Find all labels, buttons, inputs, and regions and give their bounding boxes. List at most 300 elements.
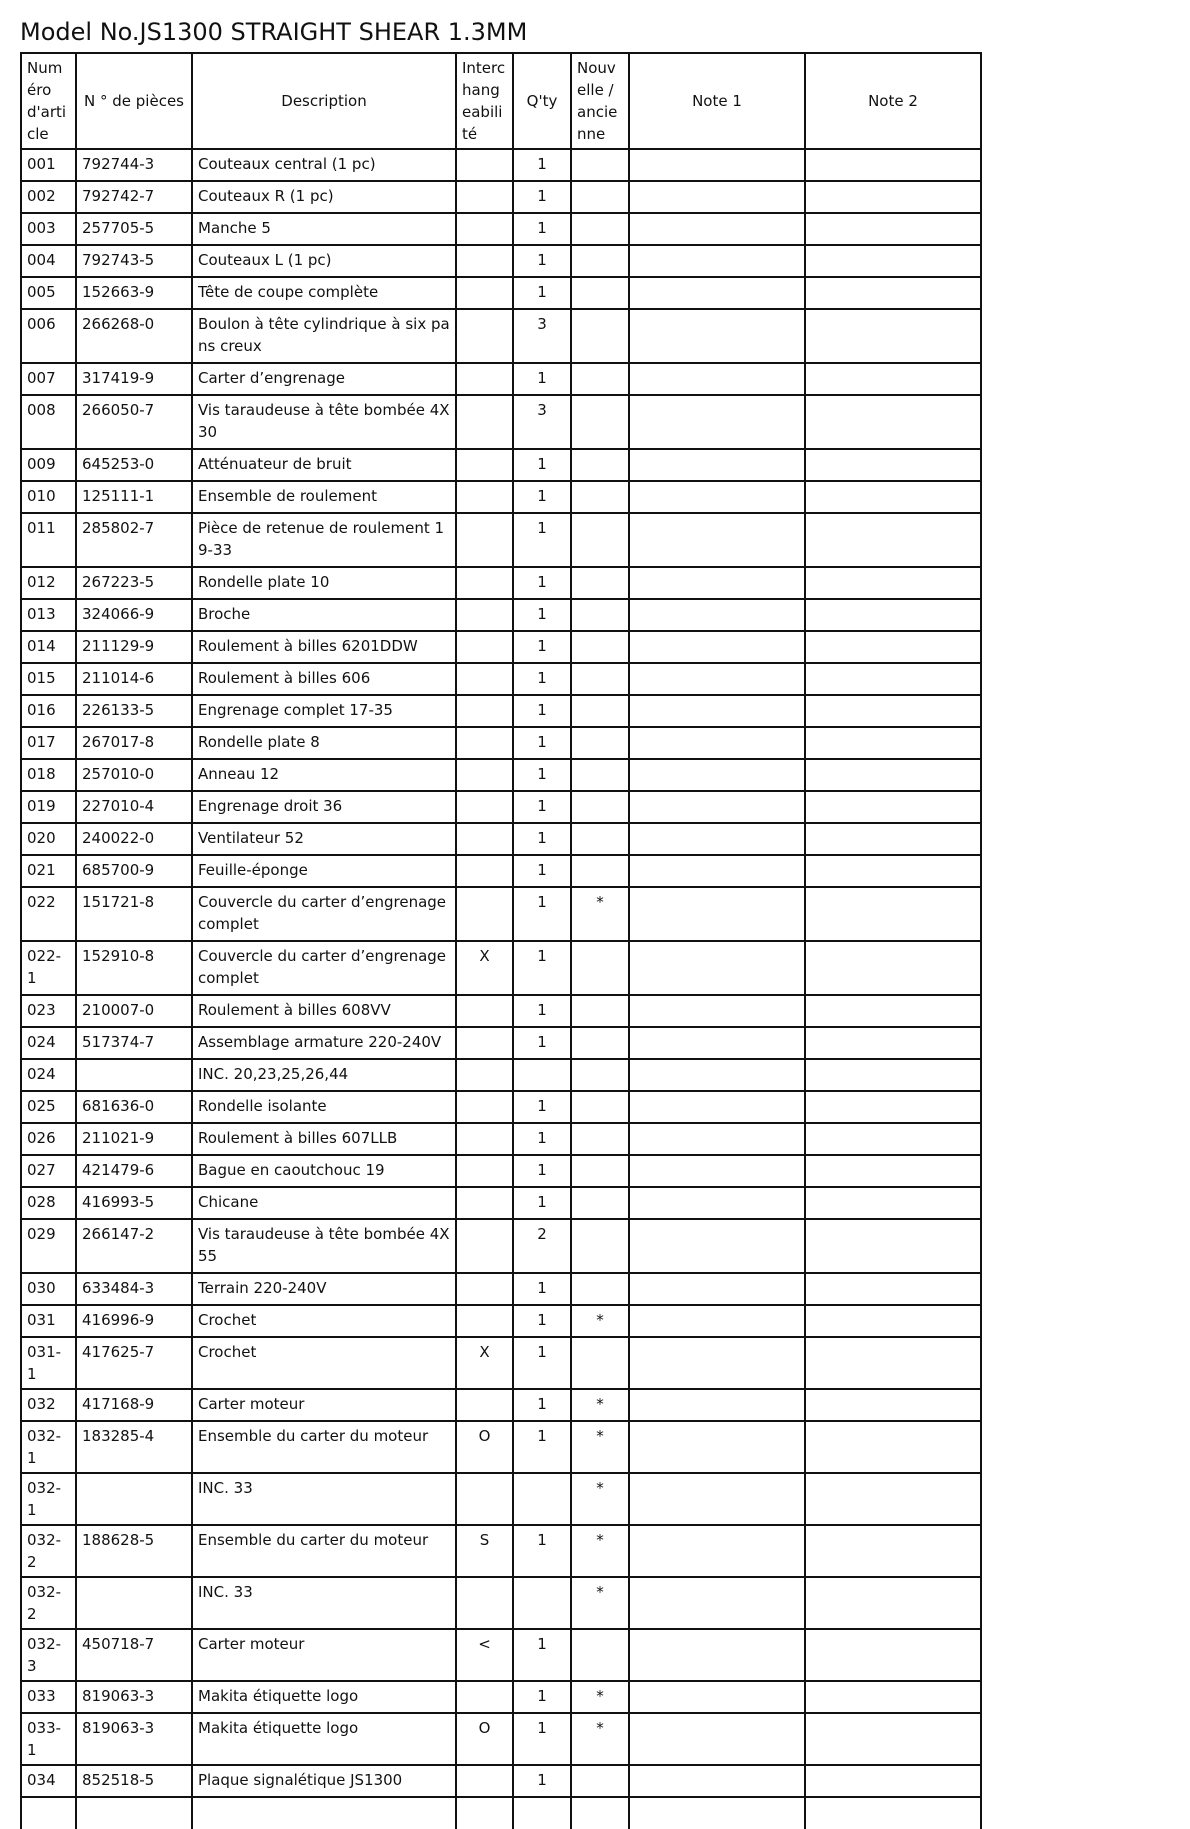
cell-part-number: 257705-5 <box>76 213 192 245</box>
cell-note-2 <box>805 727 981 759</box>
cell-new-old: * <box>571 1389 629 1421</box>
cell-note-1 <box>629 1681 805 1713</box>
cell-quantity: 1 <box>513 1713 571 1765</box>
cell-note-2 <box>805 631 981 663</box>
cell-note-1 <box>629 181 805 213</box>
cell-note-2 <box>805 1155 981 1187</box>
cell-item-number: 023 <box>21 995 76 1027</box>
table-row <box>21 1123 981 1155</box>
cell-new-old <box>571 1091 629 1123</box>
cell-new-old <box>571 663 629 695</box>
cell-part-number: 416993-5 <box>76 1187 192 1219</box>
cell-note-1 <box>629 1305 805 1337</box>
cell-quantity: 1 <box>513 1123 571 1155</box>
cell-new-old <box>571 1027 629 1059</box>
cell-interchangeability <box>456 855 513 887</box>
cell-part-number: 792742-7 <box>76 181 192 213</box>
cell-note-2 <box>805 759 981 791</box>
table-row <box>21 1765 981 1797</box>
cell-quantity <box>513 1577 571 1629</box>
cell-interchangeability <box>456 631 513 663</box>
cell-item-number: 030 <box>21 1273 76 1305</box>
table-header-row <box>21 53 981 149</box>
cell-note-1 <box>629 1219 805 1273</box>
cell-quantity: 1 <box>513 1765 571 1797</box>
cell-interchangeability <box>456 449 513 481</box>
cell-note-2 <box>805 1473 981 1525</box>
header-note-1: Note 1 <box>629 53 805 149</box>
table-row <box>21 149 981 181</box>
cell-part-number: 211129-9 <box>76 631 192 663</box>
cell-part-number: 152910-8 <box>76 941 192 995</box>
cell-interchangeability: O <box>456 1713 513 1765</box>
table-row <box>21 1473 981 1525</box>
cell-quantity: 1 <box>513 277 571 309</box>
cell-description: Couvercle du carter d’engrenage complet <box>192 941 456 995</box>
cell-description: INC. 33 <box>192 1473 456 1525</box>
cell-note-1 <box>629 823 805 855</box>
document-title: Model No.JS1300 STRAIGHT SHEAR 1.3MM <box>20 18 528 46</box>
cell-item-number: 031 <box>21 1305 76 1337</box>
cell-note-1 <box>629 855 805 887</box>
cell-new-old <box>571 513 629 567</box>
cell-item-number: 016 <box>21 695 76 727</box>
table-row <box>21 1421 981 1473</box>
cell-continued <box>571 1797 629 1829</box>
cell-description: Feuille-éponge <box>192 855 456 887</box>
cell-description: Carter d’engrenage <box>192 363 456 395</box>
cell-quantity: 1 <box>513 695 571 727</box>
cell-note-1 <box>629 149 805 181</box>
cell-item-number: 017 <box>21 727 76 759</box>
cell-quantity: 1 <box>513 1273 571 1305</box>
cell-continued <box>456 1797 513 1829</box>
cell-note-1 <box>629 1187 805 1219</box>
cell-item-number: 015 <box>21 663 76 695</box>
cell-part-number: 188628-5 <box>76 1525 192 1577</box>
cell-interchangeability <box>456 887 513 941</box>
cell-interchangeability <box>456 213 513 245</box>
cell-description: Roulement à billes 608VV <box>192 995 456 1027</box>
cell-note-2 <box>805 449 981 481</box>
cell-description: Vis taraudeuse à tête bombée 4X30 <box>192 395 456 449</box>
cell-item-number: 031-1 <box>21 1337 76 1389</box>
cell-part-number: 819063-3 <box>76 1713 192 1765</box>
cell-new-old <box>571 995 629 1027</box>
cell-quantity: 1 <box>513 823 571 855</box>
cell-quantity: 1 <box>513 1027 571 1059</box>
cell-description: Manche 5 <box>192 213 456 245</box>
cell-interchangeability <box>456 1155 513 1187</box>
cell-note-1 <box>629 1123 805 1155</box>
cell-note-2 <box>805 1577 981 1629</box>
cell-note-1 <box>629 277 805 309</box>
cell-new-old <box>571 277 629 309</box>
cell-description: Engrenage droit 36 <box>192 791 456 823</box>
cell-description: Bague en caoutchouc 19 <box>192 1155 456 1187</box>
table-row <box>21 599 981 631</box>
cell-interchangeability <box>456 1305 513 1337</box>
cell-interchangeability <box>456 1681 513 1713</box>
table-row <box>21 363 981 395</box>
cell-interchangeability <box>456 481 513 513</box>
cell-quantity: 1 <box>513 599 571 631</box>
cell-part-number <box>76 1473 192 1525</box>
cell-continued <box>192 1797 456 1829</box>
cell-quantity: 1 <box>513 941 571 995</box>
cell-description: Vis taraudeuse à tête bombée 4X55 <box>192 1219 456 1273</box>
cell-new-old <box>571 1059 629 1091</box>
cell-note-2 <box>805 855 981 887</box>
cell-part-number: 266147-2 <box>76 1219 192 1273</box>
cell-note-2 <box>805 1059 981 1091</box>
cell-note-1 <box>629 599 805 631</box>
cell-new-old <box>571 855 629 887</box>
table-row <box>21 823 981 855</box>
cell-note-1 <box>629 1389 805 1421</box>
table-row <box>21 663 981 695</box>
cell-note-1 <box>629 695 805 727</box>
cell-description: Crochet <box>192 1337 456 1389</box>
cell-note-1 <box>629 887 805 941</box>
cell-item-number: 020 <box>21 823 76 855</box>
cell-note-1 <box>629 1155 805 1187</box>
cell-part-number: 852518-5 <box>76 1765 192 1797</box>
header-item-number: Numéro d'article <box>21 53 76 149</box>
cell-note-2 <box>805 1681 981 1713</box>
cell-interchangeability <box>456 309 513 363</box>
cell-interchangeability <box>456 1219 513 1273</box>
cell-note-2 <box>805 695 981 727</box>
table-row <box>21 759 981 791</box>
cell-interchangeability <box>456 395 513 449</box>
cell-interchangeability <box>456 1059 513 1091</box>
cell-quantity: 1 <box>513 1155 571 1187</box>
table-row <box>21 395 981 449</box>
cell-note-1 <box>629 995 805 1027</box>
header-note-2: Note 2 <box>805 53 981 149</box>
cell-new-old: * <box>571 887 629 941</box>
cell-description: Rondelle isolante <box>192 1091 456 1123</box>
table-row <box>21 1681 981 1713</box>
cell-description: Plaque signalétique JS1300 <box>192 1765 456 1797</box>
cell-new-old <box>571 631 629 663</box>
cell-note-1 <box>629 309 805 363</box>
cell-interchangeability <box>456 791 513 823</box>
cell-item-number: 010 <box>21 481 76 513</box>
table-row <box>21 1273 981 1305</box>
table-row <box>21 1027 981 1059</box>
table-row <box>21 181 981 213</box>
table-row <box>21 1713 981 1765</box>
cell-part-number: 417625-7 <box>76 1337 192 1389</box>
cell-quantity <box>513 1059 571 1091</box>
cell-quantity: 3 <box>513 395 571 449</box>
cell-description: Tête de coupe complète <box>192 277 456 309</box>
cell-part-number: 267017-8 <box>76 727 192 759</box>
cell-quantity: 3 <box>513 309 571 363</box>
cell-quantity: 1 <box>513 1091 571 1123</box>
cell-quantity: 1 <box>513 791 571 823</box>
cell-description: Couteaux R (1 pc) <box>192 181 456 213</box>
table-row <box>21 1059 981 1091</box>
cell-interchangeability <box>456 599 513 631</box>
cell-note-1 <box>629 941 805 995</box>
cell-item-number: 008 <box>21 395 76 449</box>
cell-description: Ensemble du carter du moteur <box>192 1421 456 1473</box>
cell-note-2 <box>805 481 981 513</box>
cell-quantity: 1 <box>513 1305 571 1337</box>
cell-interchangeability: S <box>456 1525 513 1577</box>
cell-new-old <box>571 1219 629 1273</box>
cell-interchangeability <box>456 1577 513 1629</box>
cell-part-number: 211021-9 <box>76 1123 192 1155</box>
cell-quantity: 1 <box>513 1389 571 1421</box>
cell-note-1 <box>629 1629 805 1681</box>
cell-description: Roulement à billes 607LLB <box>192 1123 456 1155</box>
cell-new-old <box>571 823 629 855</box>
cell-part-number: 152663-9 <box>76 277 192 309</box>
cell-new-old <box>571 1765 629 1797</box>
cell-new-old <box>571 149 629 181</box>
cell-quantity <box>513 1473 571 1525</box>
cell-item-number: 032-1 <box>21 1421 76 1473</box>
cell-interchangeability <box>456 823 513 855</box>
cell-interchangeability <box>456 149 513 181</box>
table-row <box>21 727 981 759</box>
cell-item-number: 019 <box>21 791 76 823</box>
cell-note-1 <box>629 1273 805 1305</box>
cell-continued <box>513 1797 571 1829</box>
table-row <box>21 309 981 363</box>
cell-description: INC. 33 <box>192 1577 456 1629</box>
cell-description: Engrenage complet 17-35 <box>192 695 456 727</box>
cell-new-old <box>571 309 629 363</box>
cell-quantity: 1 <box>513 1681 571 1713</box>
cell-description: INC. 20,23,25,26,44 <box>192 1059 456 1091</box>
cell-description: Assemblage armature 220-240V <box>192 1027 456 1059</box>
cell-part-number: 267223-5 <box>76 567 192 599</box>
cell-part-number: 417168-9 <box>76 1389 192 1421</box>
cell-part-number: 517374-7 <box>76 1027 192 1059</box>
cell-interchangeability: X <box>456 941 513 995</box>
table-row <box>21 791 981 823</box>
cell-note-2 <box>805 1421 981 1473</box>
cell-note-1 <box>629 663 805 695</box>
cell-new-old: * <box>571 1681 629 1713</box>
cell-quantity: 1 <box>513 567 571 599</box>
cell-new-old <box>571 213 629 245</box>
cell-quantity: 1 <box>513 245 571 277</box>
cell-quantity: 1 <box>513 855 571 887</box>
cell-quantity: 1 <box>513 727 571 759</box>
cell-note-1 <box>629 1765 805 1797</box>
cell-new-old <box>571 759 629 791</box>
cell-description: Makita étiquette logo <box>192 1713 456 1765</box>
cell-quantity: 1 <box>513 481 571 513</box>
cell-note-2 <box>805 941 981 995</box>
table-row <box>21 567 981 599</box>
table-row <box>21 941 981 995</box>
cell-interchangeability <box>456 759 513 791</box>
cell-note-2 <box>805 1629 981 1681</box>
cell-new-old <box>571 1273 629 1305</box>
cell-note-1 <box>629 1027 805 1059</box>
cell-new-old <box>571 395 629 449</box>
cell-new-old <box>571 449 629 481</box>
cell-note-1 <box>629 1059 805 1091</box>
cell-new-old <box>571 245 629 277</box>
cell-interchangeability <box>456 567 513 599</box>
cell-new-old: * <box>571 1577 629 1629</box>
table-row-continued <box>21 1797 981 1829</box>
cell-note-2 <box>805 823 981 855</box>
cell-note-1 <box>629 481 805 513</box>
cell-note-2 <box>805 1123 981 1155</box>
table-row <box>21 1219 981 1273</box>
cell-item-number: 024 <box>21 1059 76 1091</box>
cell-item-number: 005 <box>21 277 76 309</box>
cell-note-1 <box>629 1577 805 1629</box>
cell-interchangeability <box>456 1187 513 1219</box>
cell-new-old <box>571 941 629 995</box>
cell-part-number: 792744-3 <box>76 149 192 181</box>
cell-quantity: 1 <box>513 513 571 567</box>
cell-new-old <box>571 1629 629 1681</box>
cell-interchangeability: < <box>456 1629 513 1681</box>
cell-part-number: 125111-1 <box>76 481 192 513</box>
cell-interchangeability <box>456 1027 513 1059</box>
cell-note-1 <box>629 1421 805 1473</box>
cell-continued <box>629 1797 805 1829</box>
cell-note-2 <box>805 663 981 695</box>
cell-item-number: 032-2 <box>21 1577 76 1629</box>
cell-part-number: 183285-4 <box>76 1421 192 1473</box>
cell-interchangeability: X <box>456 1337 513 1389</box>
cell-quantity: 1 <box>513 663 571 695</box>
cell-item-number: 021 <box>21 855 76 887</box>
cell-part-number: 151721-8 <box>76 887 192 941</box>
cell-description: Ensemble du carter du moteur <box>192 1525 456 1577</box>
cell-new-old <box>571 791 629 823</box>
cell-interchangeability <box>456 181 513 213</box>
cell-note-2 <box>805 1219 981 1273</box>
cell-note-1 <box>629 395 805 449</box>
cell-note-2 <box>805 887 981 941</box>
table-row <box>21 1389 981 1421</box>
cell-description: Couteaux central (1 pc) <box>192 149 456 181</box>
cell-item-number: 022 <box>21 887 76 941</box>
cell-note-2 <box>805 1305 981 1337</box>
cell-description: Roulement à billes 606 <box>192 663 456 695</box>
cell-note-1 <box>629 791 805 823</box>
table-row <box>21 481 981 513</box>
cell-description: Broche <box>192 599 456 631</box>
cell-note-2 <box>805 513 981 567</box>
cell-item-number: 018 <box>21 759 76 791</box>
cell-interchangeability <box>456 663 513 695</box>
cell-part-number: 685700-9 <box>76 855 192 887</box>
cell-part-number: 421479-6 <box>76 1155 192 1187</box>
cell-note-2 <box>805 1187 981 1219</box>
cell-part-number: 266050-7 <box>76 395 192 449</box>
cell-new-old <box>571 1123 629 1155</box>
header-quantity: Q'ty <box>513 53 571 149</box>
cell-note-2 <box>805 995 981 1027</box>
cell-note-2 <box>805 1713 981 1765</box>
cell-note-2 <box>805 181 981 213</box>
cell-note-2 <box>805 213 981 245</box>
cell-quantity: 1 <box>513 759 571 791</box>
table-row <box>21 995 981 1027</box>
cell-description: Rondelle plate 10 <box>192 567 456 599</box>
cell-interchangeability <box>456 1091 513 1123</box>
header-interchangeability: Interchangeabilité <box>456 53 513 149</box>
table-row <box>21 1305 981 1337</box>
cell-part-number: 450718-7 <box>76 1629 192 1681</box>
cell-quantity: 1 <box>513 1525 571 1577</box>
cell-quantity: 1 <box>513 995 571 1027</box>
cell-note-1 <box>629 1525 805 1577</box>
table-row <box>21 449 981 481</box>
cell-note-2 <box>805 1091 981 1123</box>
header-part-number: N ° de pièces <box>76 53 192 149</box>
table-row <box>21 1629 981 1681</box>
cell-part-number: 819063-3 <box>76 1681 192 1713</box>
cell-new-old <box>571 1155 629 1187</box>
cell-note-1 <box>629 1091 805 1123</box>
cell-item-number: 033 <box>21 1681 76 1713</box>
table-row <box>21 1577 981 1629</box>
cell-new-old <box>571 695 629 727</box>
cell-item-number: 006 <box>21 309 76 363</box>
cell-new-old <box>571 181 629 213</box>
cell-description: Crochet <box>192 1305 456 1337</box>
cell-note-1 <box>629 1713 805 1765</box>
cell-description: Atténuateur de bruit <box>192 449 456 481</box>
cell-note-2 <box>805 309 981 363</box>
table-row <box>21 245 981 277</box>
table-row <box>21 1187 981 1219</box>
cell-interchangeability <box>456 277 513 309</box>
cell-new-old <box>571 1337 629 1389</box>
cell-quantity: 2 <box>513 1219 571 1273</box>
cell-note-2 <box>805 1525 981 1577</box>
cell-part-number: 645253-0 <box>76 449 192 481</box>
cell-note-1 <box>629 759 805 791</box>
cell-item-number: 004 <box>21 245 76 277</box>
cell-interchangeability <box>456 1765 513 1797</box>
cell-note-1 <box>629 1337 805 1389</box>
cell-description: Rondelle plate 8 <box>192 727 456 759</box>
cell-quantity: 1 <box>513 363 571 395</box>
cell-continued <box>805 1797 981 1829</box>
cell-quantity: 1 <box>513 1187 571 1219</box>
cell-quantity: 1 <box>513 1337 571 1389</box>
cell-continued <box>76 1797 192 1829</box>
cell-interchangeability: O <box>456 1421 513 1473</box>
cell-note-1 <box>629 631 805 663</box>
cell-item-number: 011 <box>21 513 76 567</box>
cell-quantity: 1 <box>513 1421 571 1473</box>
cell-note-1 <box>629 567 805 599</box>
cell-note-2 <box>805 277 981 309</box>
table-row <box>21 1155 981 1187</box>
cell-description: Couteaux L (1 pc) <box>192 245 456 277</box>
cell-note-2 <box>805 395 981 449</box>
cell-item-number: 003 <box>21 213 76 245</box>
table-row <box>21 631 981 663</box>
